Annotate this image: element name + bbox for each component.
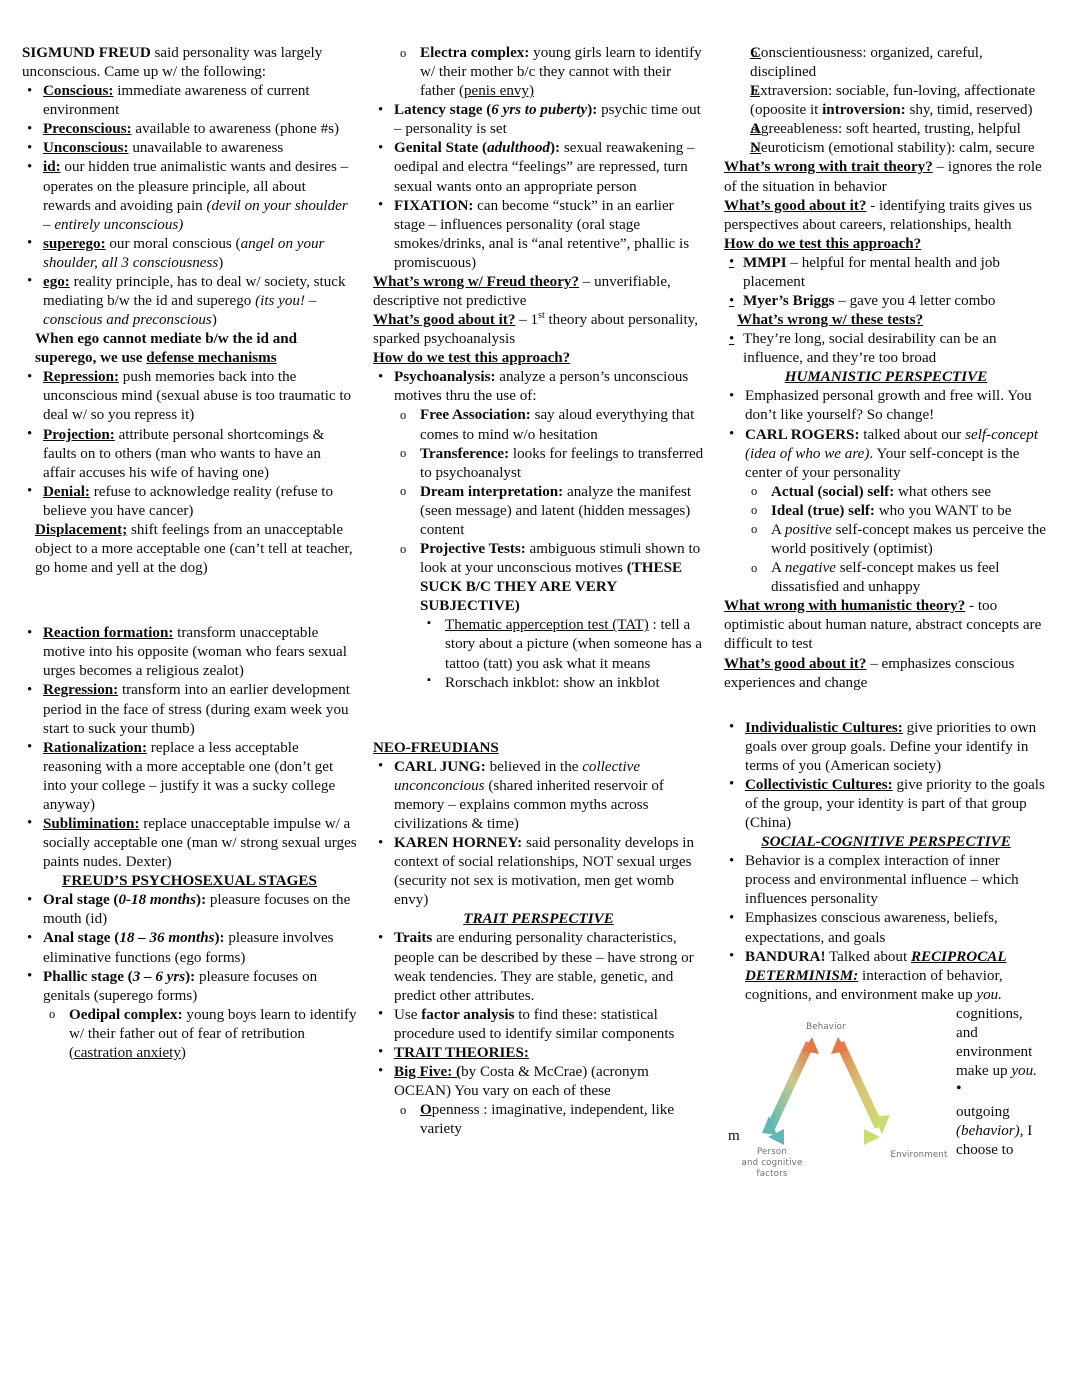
q-whats-wrong-trait: What’s wrong with trait theory? [724,159,933,176]
humanistic-list [724,387,1048,597]
def-superego-italic: angel on your shoulder, all 3 consciousness [43,235,325,271]
list-item [22,815,357,872]
bandura-tail-line2 [956,1122,1068,1141]
term-transference: Transference: [420,445,510,462]
social-cognitive-heading [724,833,1048,852]
def-tat: : tell a story about a picture (when someone has a tattoo (tatt) you ask what it means [445,617,702,672]
term-genital-range: adulthood [487,140,550,157]
def-reciprocal-determinism-you: you. [976,986,1002,1003]
def-anal-stage: pleasure involves eliminative functions (ego forms) [43,930,334,966]
def-factor-analysis: to find these: statistical procedure used to identify similar components [394,1006,675,1042]
term-sublimination: Sublimination: [43,815,140,832]
psychoanalysis-list [373,368,704,692]
q-whats-good-trait-dash: - [866,197,880,214]
def-phallic-stage: pleasure focuses on genitals (superego forms) [43,968,318,1004]
term-dream-interpretation: Dream interpretation: [420,483,564,500]
def-karen-horney: said personality develops in context of social relationships, NOT sexual urges (security not sex is motivation, men get womb envy) [394,835,695,909]
def-actual-self: what others see [894,483,992,500]
column-spacer [724,693,1048,719]
def-traits: are enduring personality characteristics, people can be described by these – have strong or weak tendencies. They are stable, genetic, and predict other attributes. [394,930,694,1004]
list-item [724,719,1048,776]
def-preconscious: available to awareness (phone #s) [131,121,340,138]
q-whats-good-trait: What’s good about it? [724,197,867,214]
def-displacement: shift feelings from an unacceptable object to a more acceptable one (can’t tell at teacher, go home and yell at the dog) [35,521,353,577]
bandura-wrap-and: and [956,1024,978,1041]
term-phallic-stage-close: ): [185,968,196,985]
q-whats-wrong-trait-dash: – [932,159,948,176]
list-item [22,120,357,139]
social-cognitive-list [724,852,1048,1005]
letter-a: A [750,121,761,138]
term-projective-tests: Projective Tests: [420,541,526,558]
trait-critique-question [724,158,1048,196]
term-karen-horney: KAREN HORNEY: [394,835,523,852]
bandura-wrap-makeup: make up you. [956,1063,1037,1080]
q-whats-wrong-freud: What’s wrong w/ Freud theory? [373,273,579,290]
list-item [724,502,1048,521]
humanistic-praise-question [724,655,1048,693]
def-oedipal-close: ) [180,1044,186,1061]
def-ideal-self: who you WANT to be [874,502,1012,519]
bandura-mid: Talked about [825,948,911,965]
term-oral-stage-range: 0-18 months [118,892,197,909]
freud-test-question [373,349,704,368]
factor-analysis-pre: Use [394,1006,422,1023]
column-spacer [373,693,704,739]
def-carl-jung-a: believed in the [485,758,583,775]
def-carl-jung-italic: collective unconconcious [394,758,641,794]
list-item [724,254,1048,292]
list-item [724,852,1048,909]
q-whats-wrong-humanistic-dash: - [965,598,978,615]
term-oedipal-complex: Oedipal complex: [69,1006,183,1023]
def-rorschach: Rorschach inkblot: show an inkblot [445,674,660,691]
term-carl-jung: CARL JUNG: [394,758,486,775]
def-rationalization: replace a less acceptable reasoning with a more acceptable one (don’t get into your college – justify it was a sucky college anyway) [43,739,336,813]
a-whats-wrong-trait: ignores the role of the situation in behavior [724,159,1042,195]
list-item [22,235,357,273]
q-whats-wrong-humanistic: What wrong with humanistic theory? [724,598,966,615]
list-item [724,387,1048,425]
def-ego: reality principle, has to deal w/ society, stuck mediating b/w the id and superego [43,273,346,310]
humanistic-heading [724,368,1048,387]
list-item [22,739,357,815]
letter-c: C [750,45,761,61]
def-ego-close: ) [211,312,217,329]
term-positive: positive [784,521,832,538]
list-item [22,139,357,158]
negative-self-pre: A [771,560,785,577]
def-myers-briggs: – gave you 4 letter combo [834,293,996,310]
def-denial: refuse to acknowledge reality (refuse to believe you have cancer) [43,483,334,519]
list-item [22,273,357,330]
def-latency-stage: psychic time out – personality is set [394,102,701,138]
def-mmpi: – helpful for mental health and job placement [743,254,1000,290]
def-free-association: say aloud everythying that comes to mind w/o hesitation [420,407,695,443]
freud-critique-question [373,273,704,311]
q-whats-wrong-freud-dash: – [579,273,595,290]
tests-problem-list [724,330,1048,368]
neofreudians-heading [373,739,704,758]
bandura-tail-line3: choose to [956,1142,1014,1159]
arrow-person-environment [768,1129,880,1145]
list-item [373,540,704,693]
list-item [22,891,357,929]
term-projection: Projection: [43,426,115,443]
trait-test-question [724,235,1048,254]
defense-intro-plain: When ego cannot mediate b/w the id and superego, we use [35,331,298,367]
term-factor-analysis: factor analysis [421,1006,515,1023]
list-item [724,44,1048,82]
bandura-tail-line1: outgoing [956,1104,1010,1121]
def-negative-self: self-concept makes us feel dissatisfied and unhappy [771,560,1000,596]
def-conscientiousness: onscientiousness: organized, careful, disciplined [750,45,983,81]
def-carl-jung-b: (shared inherited reservoir of memory – explains common myths across civilizations & time) [394,777,664,832]
list-item [22,1006,357,1063]
ocean-list [724,44,1048,158]
term-rationalization: Rationalization: [43,739,147,756]
letter-e: E [750,83,761,100]
list-item [22,158,357,234]
column-right [714,44,1058,1182]
term-carl-rogers: CARL ROGERS: [745,426,860,443]
projective-subtests [420,616,704,692]
def-carl-rogers-b: . Your self-concept is the center of your personality [745,445,1020,481]
list-item [724,120,1048,139]
defense-mechanisms-list-b [22,624,357,872]
a-whats-good-humanistic: emphasizes conscious experiences and change [724,655,1015,691]
term-reciprocal-determinism: RECIPROCAL DETERMINISM: [745,948,1007,984]
bandura-wrap-cognitions: cognitions, [956,1005,1023,1022]
term-fixation: FIXATION: [394,197,474,214]
def-genital-state: sexual reawakening – oedipal and electra “feelings” are repressed, turn sexual wants onto an appropriate person [394,140,695,195]
term-negative: negative [784,560,836,577]
psychosexual-stages-list [22,891,357,1063]
list-item [373,197,704,273]
def-oedipal-complex: young boys learn to identify w/ their father out of fear of retribution ( [69,1006,357,1061]
list-item [373,101,704,139]
q-whats-good-humanistic: What’s good about it? [724,655,867,672]
reciprocal-determinism-triangle-icon [726,1007,956,1182]
neofreudians-heading-text: NEO-FREUDIANS [373,739,499,756]
term-collectivistic-cultures: Collectivistic Cultures: [745,776,893,793]
term-displacement: Displacement; [35,521,128,538]
humanistic-heading-text: HUMANISTIC PERSPECTIVE [784,369,988,386]
freud-intro [22,44,357,82]
def-oedipal-castration: castration anxiety [74,1044,181,1061]
term-phallic-stage-range: 3 – 6 yrs [132,968,186,985]
q-whats-good-humanistic-dash: – [866,655,882,672]
term-electra-complex: Electra complex: [420,45,530,61]
term-free-association: Free Association: [420,407,531,424]
figure-label-person-1: Person [756,1146,788,1157]
term-genital-close: ): [549,140,561,157]
letter-o: O [420,1102,432,1119]
figure-label-person-2: and cognitive [741,1157,803,1168]
term-anal-stage: Anal stage ( [43,930,120,947]
column-spacer [22,578,357,624]
term-id: id: [43,159,61,176]
def-extraversion-b: shy, timid, reserved) [905,102,1033,119]
list-item [724,948,1048,1005]
bandura-figure-region [724,1007,1068,1182]
list-item [22,368,357,425]
freud-structures-list [22,82,357,330]
bandura-tail-comma: , I [1019,1123,1033,1140]
self-concept-types [745,483,1048,597]
term-oral-stage-close: ): [196,892,207,909]
oedipal-sublist [43,1006,357,1063]
term-mmpi: MMPI [743,254,787,271]
trait-list [373,929,704,1139]
list-item [724,426,1048,598]
trait-perspective-heading-text: TRAIT PERSPECTIVE [463,911,614,928]
def-psychoanalysis: analyze a person’s unconscious motives thru the use of: [394,369,689,405]
list-item [724,559,1048,597]
list-item [373,139,704,196]
term-latency-close: ): [587,102,598,119]
term-latency-range: 6 yrs to puberty [491,102,588,119]
def-regression: transform into an earlier development period in the face of stress (during exam week you start to suck your thumb) [43,682,350,737]
electra-list [373,44,704,101]
defense-mechanisms-intro [22,330,357,368]
list-item [22,483,357,521]
list-item [373,1101,704,1139]
term-anal-stage-close: ): [214,930,225,947]
list-item [373,1044,704,1063]
term-conscious: Conscious: [43,83,114,100]
def-agreeableness: greeableness: soft hearted, trusting, helpful [760,121,1021,138]
term-psychoanalysis: Psychoanalysis: [394,369,496,386]
bandura-wrap-environment: environment [956,1043,1033,1060]
list-item [22,681,357,738]
def-superego-close: ) [218,254,224,271]
defense-mechanisms-list-a [22,368,357,521]
q-whats-good-freud: What’s good about it? [373,312,516,329]
def-unconscious: unavailable to awareness [128,140,284,157]
psychosexual-stages-heading-text: FREUD’S PSYCHOSEXUAL STAGES [62,873,317,890]
list-item [724,776,1048,833]
def-carl-rogers-a: talked about our [859,426,966,443]
term-ego: ego: [43,273,70,290]
def-fixation: can become “stuck” in an earlier stage – influences personality (oral stage smokes/drinks, anal is “anal retentive”, phallic is promiscuous) [394,197,690,271]
list-item [373,674,704,693]
term-oral-stage: Oral stage ( [43,892,119,909]
def-social-cognitive-1: Behavior is a complex interaction of inner process and environmental influence – which influences personality [745,853,1019,908]
defense-intro-underlined: defense mechanisms [146,350,277,367]
def-ego-italic: (its you! – conscious and preconscious [43,293,317,329]
term-regression: Regression: [43,682,119,699]
trait-praise-question [724,197,1048,235]
list-item [373,616,704,673]
arrow-person-behavior [762,1037,819,1135]
list-item [373,834,704,910]
column-middle [367,44,714,1139]
term-ideal-self: Ideal (true) self: [771,502,875,519]
def-big-five: by Costa & McCrae) (acronym OCEAN) You vary on each of these [394,1063,649,1100]
figure-label-behavior: Behavior [806,1021,846,1032]
list-item [22,426,357,483]
term-actual-self: Actual (social) self: [771,483,895,500]
def-projective-tests: ambiguous stimuli shown to look at your unconscious motives [420,541,701,577]
term-traits: Traits [394,930,433,947]
bullet-marker [956,1081,1068,1103]
stray-character: m [728,1127,740,1144]
def-reciprocal-determinism: interaction of behavior, cognitions, and environment make up [745,967,1003,1003]
term-introversion: introversion: [822,102,906,119]
def-id-italic: (devil on your shoulder – entirely unconscious) [43,197,348,233]
term-preconscious: Preconscious: [43,121,132,138]
displacement-entry [22,521,357,578]
a-whats-wrong-humanistic: too optimistic about human nature, abstract concepts are difficult to test [724,598,1042,653]
q-whats-good-freud-dash: – [515,312,531,329]
def-extraversion-a: xtraversion: sociable, fun-loving, affectionate (opoosite it [750,83,1036,119]
def-individualistic-cultures: give priorities to own goals over group goals. Define your identify in terms of you (American society) [745,719,1037,774]
term-genital-state: Genital State ( [394,140,488,157]
list-item [22,929,357,967]
term-tat: Thematic apperception test (TAT) [445,617,649,634]
def-oral-stage: pleasure focuses on the mouth (id) [43,892,351,928]
neofreudians-list [373,758,704,911]
figure-label-person-3: factors [756,1168,788,1179]
list-item [724,521,1048,559]
def-superego: our moral conscious ( [105,235,241,252]
psychoanalysis-methods [394,406,704,692]
def-neuroticism: euroticism (emotional stability): calm, secure [760,140,1035,157]
bandura-tail-behavior: (behavior) [956,1123,1020,1140]
tests-problem-heading [724,311,1048,330]
list-item [22,82,357,120]
bandura-wrapped-text [956,1005,1068,1161]
def-electra-penis-envy: penis envy) [464,83,535,100]
def-dream-interpretation: analyze the manifest (seen message) and latent (hidden messages) content [420,483,692,538]
list-item [724,82,1048,120]
trait-perspective-heading [373,910,704,929]
a-whats-good-freud-pre: 1 [530,312,539,329]
list-item [373,406,704,444]
list-item [22,624,357,681]
freud-intro-rest: said personality was largely unconscious. Came up w/ the following: [22,45,323,81]
tests-problem-heading-text: What’s wrong w/ these tests? [737,312,924,329]
term-unconscious: Unconscious: [43,140,129,157]
def-id: our hidden true animalistic wants and desires – operates on the pleasure principle, all about rewards and avoiding pain [43,159,349,214]
def-transference: looks for feelings to transferred to psychoanalyst [420,445,704,481]
term-latency-stage: Latency stage ( [394,102,492,119]
three-column-layout [22,44,1062,1182]
def-positive-self: self-concept makes us perceive the world positively (optimist) [771,521,1046,558]
big-five-openness [394,1101,704,1139]
list-item [724,909,1048,947]
def-sublimination: replace unacceptable impulse w/ a socially acceptable one (man w/ strong sexual urges paints nudes. Dexter) [43,815,357,871]
q-how-test-trait: How do we test this approach? [724,235,922,252]
def-humanistic-overview: Emphasized personal growth and free will. You don’t like yourself? So change! [745,388,1032,424]
list-item [373,44,704,101]
column-left [22,44,367,1063]
cultures-list [724,719,1048,833]
list-item [373,1006,704,1044]
later-stages-list [373,101,704,273]
list-item [373,1063,704,1139]
def-carl-rogers-italic: self-concept (idea of who we are) [745,426,1039,462]
a-whats-wrong-freud: unverifiable, descriptive not predictive [373,273,671,310]
list-item [373,483,704,540]
term-anal-stage-range: 18 – 36 months [119,930,215,947]
a-whats-good-freud: theory about personality, sparked psychoanalysis [373,312,698,348]
term-bandura: BANDURA! [745,948,826,965]
term-phallic-stage: Phallic stage ( [43,968,133,985]
term-repression: Repression: [43,369,120,386]
list-item [724,483,1048,502]
def-projective-tests-caps: (THESE SUCK B/C THEY ARE VERY SUBJECTIVE) [420,560,683,615]
humanistic-critique-question [724,597,1048,654]
def-tests-problem: They’re long, social desirability can be an influence, and they’re too broad [743,331,997,367]
a-whats-good-trait: identifying traits gives us perspectives about careers, relationships, health [724,197,1033,233]
list-item [373,368,704,692]
positive-self-pre: A [771,521,785,538]
def-projection: attribute personal shortcomings & faults on to others (man who wants to have an affair accuses his wife of having one) [43,426,325,481]
list-item [724,139,1048,158]
psychosexual-stages-heading [22,872,357,891]
social-cognitive-heading-text: SOCIAL-COGNITIVE PERSPECTIVE [761,834,1011,851]
def-electra-complex: young girls learn to identify w/ their mother b/c they cannot with their father ( [420,45,702,100]
def-reaction-formation: transform unacceptable motive into his opposite (woman who fears sexual urges becomes a religious zealot) [43,625,347,680]
list-item [22,968,357,1063]
list-item [724,330,1048,368]
term-individualistic-cultures: Individualistic Cultures: [745,719,903,736]
figure-label-environment: Environment [890,1149,948,1160]
term-reaction-formation: Reaction formation: [43,625,174,642]
term-superego: superego: [43,235,106,252]
freud-intro-lead: SIGMUND FREUD [22,45,151,61]
term-myers-briggs: Myer’s Briggs [743,293,835,310]
list-item [373,758,704,834]
list-item [373,929,704,1005]
def-collectivistic-cultures: give priority to the goals of the group, your identity is part of that group (China) [745,776,1045,832]
a-whats-good-freud-sup: st [538,310,545,322]
term-big-five: Big Five: ( [394,1063,462,1080]
def-repression: push memories back into the unconscious mind (sexual abuse is too traumatic to deal w/ so you repress it) [43,369,352,424]
trait-theories-heading: TRAIT THEORIES: [394,1044,529,1061]
list-item [373,445,704,483]
term-denial: Denial: [43,483,90,500]
def-conscious: immediate awareness of current environment [43,83,310,119]
list-item [724,292,1048,311]
freud-praise-question [373,311,704,349]
def-openness: penness : imaginative, independent, like variety [420,1102,675,1138]
letter-n: N [750,140,761,157]
def-social-cognitive-2: Emphasizes conscious awareness, beliefs, expectations, and goals [745,910,998,946]
arrow-behavior-environment [831,1037,890,1134]
trait-tests-list [724,254,1048,311]
q-how-test-freud: How do we test this approach? [373,350,571,367]
